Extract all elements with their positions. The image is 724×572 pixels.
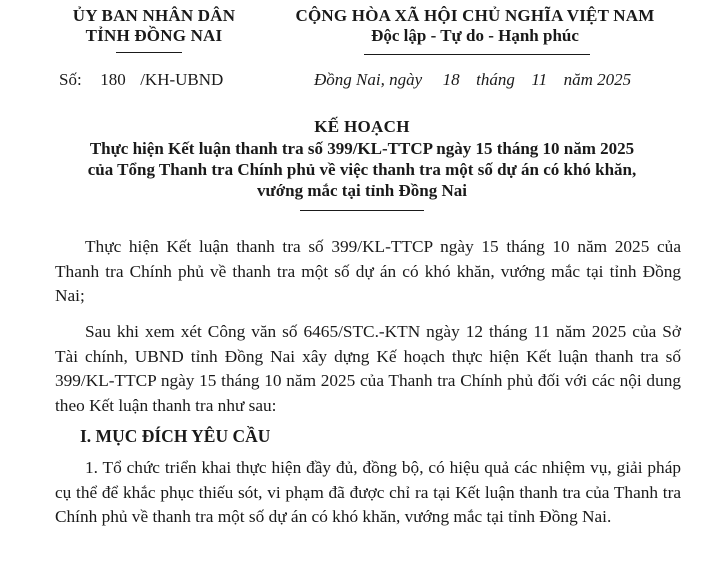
date-year: năm 2025	[563, 70, 632, 89]
title-line-2: của Tổng Thanh tra Chính phủ về việc thanh tra một số dự án có khó khăn,	[87, 160, 637, 179]
date-month-label: tháng	[476, 70, 515, 89]
paragraph-2-text: Sau khi xem xét Công văn số 6465/STC.-KTN ngày 12 tháng 11 năm 2025 của Sở Tài chính, UBND tỉnh Đồng Nai xây dựng Kế hoạch thực hiện Kết luận thanh tra số 399/KL-TTCP ngày 15 tháng 10 năm 2025 của Thanh tra Chính phủ đối với các nội dung theo Kết luận thanh tra như sau:	[55, 322, 681, 415]
nation-line-1: CỘNG HÒA XÃ HỘI CHỦ NGHĨA VIỆT NAM	[295, 6, 655, 25]
nation-line-2: Độc lập - Tự do - Hạnh phúc	[371, 26, 579, 45]
agency-line-2: TỈNH ĐỒNG NAI	[85, 26, 223, 45]
document-date	[314, 70, 631, 90]
date-month: 11	[531, 70, 548, 89]
doc-number-suffix: /KH-UBND	[140, 70, 224, 89]
issuing-agency	[56, 6, 252, 46]
date-place: Đồng Nai, ngày	[314, 70, 423, 89]
title-line-3: vướng mắc tại tỉnh Đồng Nai	[257, 181, 467, 200]
title-underline	[300, 210, 424, 211]
paragraph-1	[55, 235, 681, 309]
date-day: 18	[442, 70, 460, 89]
national-motto	[270, 6, 680, 46]
title-main: KẾ HOẠCH	[314, 117, 410, 136]
section-heading: I. MỤC ĐÍCH YÊU CẦU	[80, 426, 271, 446]
paragraph-3	[55, 456, 681, 530]
title-line-1: Thực hiện Kết luận thanh tra số 399/KL-TTCP ngày 15 tháng 10 năm 2025	[89, 139, 635, 158]
agency-underline	[116, 52, 182, 53]
paragraph-3-text: 1. Tổ chức triển khai thực hiện đầy đủ, đồng bộ, có hiệu quả các nhiệm vụ, giải pháp cụ thể để khắc phục thiếu sót, vi phạm đã được chỉ ra tại Kết luận thanh tra của Thanh tra Chính phủ về thanh tra một số dự án có khó khăn, vướng mắc tại tỉnh Đồng Nai.	[55, 458, 681, 526]
paragraph-2	[55, 320, 681, 418]
doc-number-prefix: Số:	[59, 70, 82, 89]
agency-line-1: ỦY BAN NHÂN DÂN	[72, 6, 236, 25]
paragraph-1-text: Thực hiện Kết luận thanh tra số 399/KL-TTCP ngày 15 tháng 10 năm 2025 của Thanh tra Chính phủ về thanh tra một số dự án có khó khăn, vướng mắc tại tỉnh Đồng Nai;	[55, 237, 681, 305]
document-title	[0, 116, 724, 201]
document-number	[59, 70, 223, 90]
doc-number-value: 180	[100, 70, 126, 89]
motto-underline	[364, 54, 590, 55]
